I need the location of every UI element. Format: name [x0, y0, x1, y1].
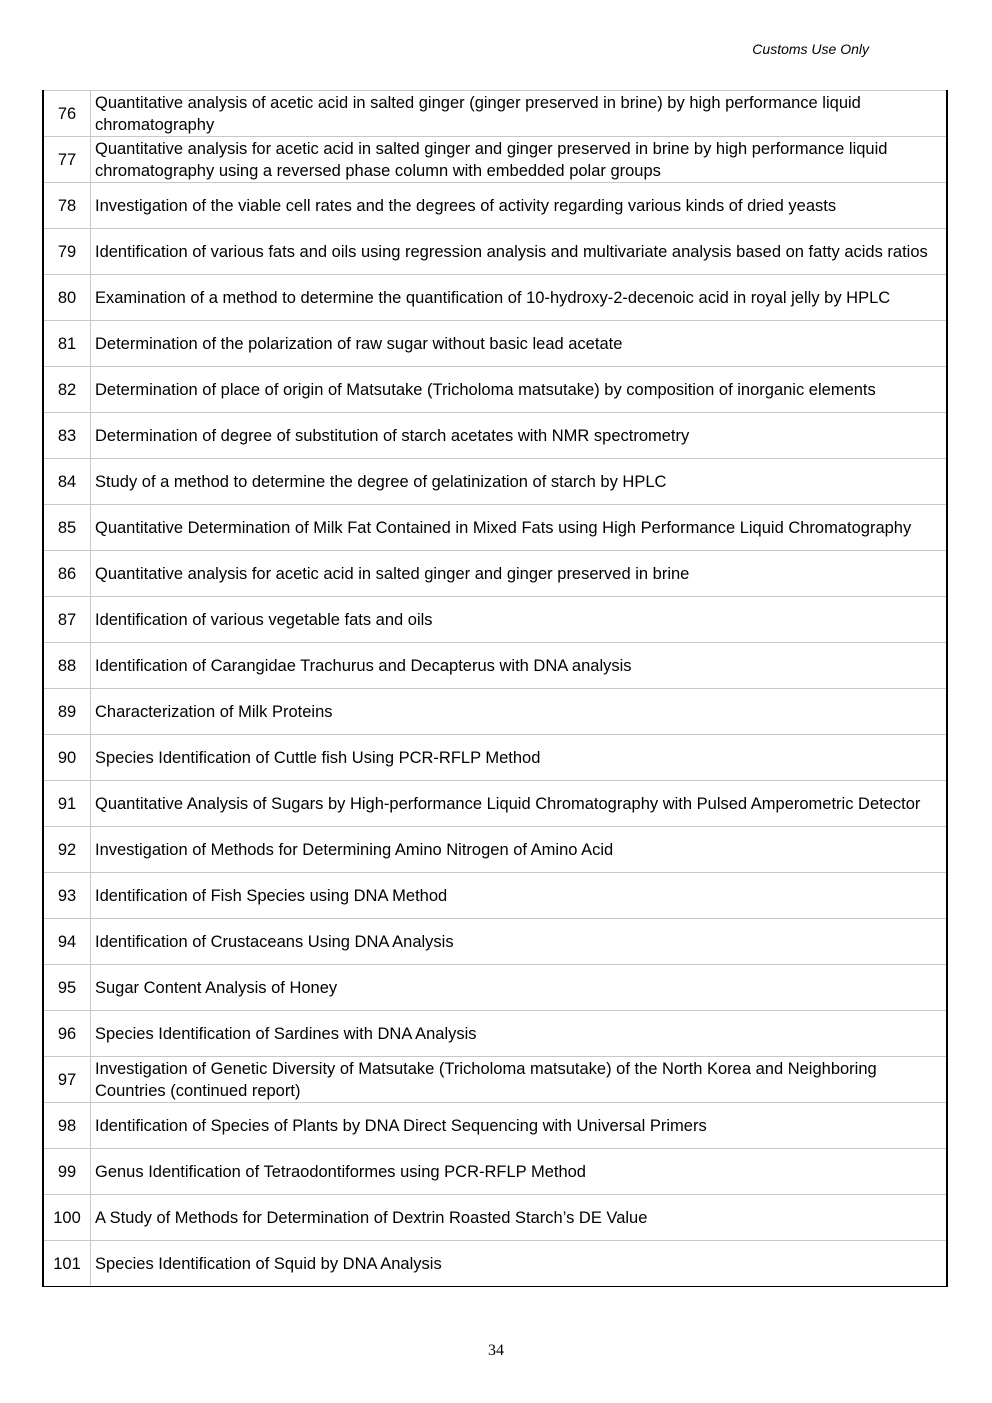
table-row — [43, 183, 947, 229]
table-row — [43, 1011, 947, 1057]
table-row — [43, 321, 947, 367]
table-row — [43, 1241, 947, 1287]
row-title: Identification of Crustaceans Using DNA Analysis — [91, 919, 948, 965]
row-number: 100 — [43, 1195, 91, 1241]
row-number: 99 — [43, 1149, 91, 1195]
row-title: Species Identification of Squid by DNA Analysis — [91, 1241, 948, 1287]
row-title: A Study of Methods for Determination of Dextrin Roasted Starch’s DE Value — [91, 1195, 948, 1241]
page-number: 34 — [488, 1342, 504, 1359]
table-row — [43, 919, 947, 965]
table-row — [43, 229, 947, 275]
row-title: Quantitative Analysis of Sugars by High-performance Liquid Chromatography with Pulsed Amperometric Detector — [91, 781, 948, 827]
row-title: Identification of Species of Plants by DNA Direct Sequencing with Universal Primers — [91, 1103, 948, 1149]
row-title: Characterization of Milk Proteins — [91, 689, 948, 735]
table-row — [43, 781, 947, 827]
row-title: Investigation of Methods for Determining Amino Nitrogen of Amino Acid — [91, 827, 948, 873]
row-title: Investigation of Genetic Diversity of Matsutake (Tricholoma matsutake) of the North Korea and Neighboring Countries (continued report) — [91, 1057, 948, 1103]
row-title: Species Identification of Cuttle fish Using PCR-RFLP Method — [91, 735, 948, 781]
row-title: Determination of the polarization of raw sugar without basic lead acetate — [91, 321, 948, 367]
row-title: Identification of various fats and oils using regression analysis and multivariate analysis based on fatty acids ratios — [91, 229, 948, 275]
table-row — [43, 689, 947, 735]
table-row — [43, 1149, 947, 1195]
row-number: 76 — [43, 91, 91, 137]
table-row — [43, 873, 947, 919]
table-row — [43, 827, 947, 873]
row-number: 88 — [43, 643, 91, 689]
row-title: Identification of Fish Species using DNA Method — [91, 873, 948, 919]
row-title: Sugar Content Analysis of Honey — [91, 965, 948, 1011]
row-number: 82 — [43, 367, 91, 413]
row-title: Quantitative analysis for acetic acid in salted ginger and ginger preserved in brine — [91, 551, 948, 597]
table-row — [43, 1057, 947, 1103]
row-number: 101 — [43, 1241, 91, 1287]
row-number: 85 — [43, 505, 91, 551]
table-row — [43, 505, 947, 551]
table-row — [43, 1103, 947, 1149]
row-number: 92 — [43, 827, 91, 873]
row-title: Investigation of the viable cell rates and the degrees of activity regarding various kinds of dried yeasts — [91, 183, 948, 229]
table-row — [43, 137, 947, 183]
row-number: 78 — [43, 183, 91, 229]
row-title: Determination of degree of substitution of starch acetates with NMR spectrometry — [91, 413, 948, 459]
row-title: Examination of a method to determine the quantification of 10-hydroxy-2-decenoic acid in royal jelly by HPLC — [91, 275, 948, 321]
row-number: 80 — [43, 275, 91, 321]
table-row — [43, 735, 947, 781]
row-number: 98 — [43, 1103, 91, 1149]
table-row — [43, 1195, 947, 1241]
row-title: Genus Identification of Tetraodontiformes using PCR-RFLP Method — [91, 1149, 948, 1195]
row-number: 84 — [43, 459, 91, 505]
row-number: 79 — [43, 229, 91, 275]
research-topics-table — [42, 90, 948, 1287]
row-number: 89 — [43, 689, 91, 735]
header-note: Customs Use Only — [752, 41, 869, 57]
table-row — [43, 643, 947, 689]
table-row — [43, 551, 947, 597]
row-title: Quantitative Determination of Milk Fat Contained in Mixed Fats using High Performance Liquid Chromatography — [91, 505, 948, 551]
table-row — [43, 367, 947, 413]
row-number: 81 — [43, 321, 91, 367]
row-title: Identification of Carangidae Trachurus and Decapterus with DNA analysis — [91, 643, 948, 689]
table-row — [43, 459, 947, 505]
row-number: 95 — [43, 965, 91, 1011]
row-number: 83 — [43, 413, 91, 459]
table-row — [43, 91, 947, 137]
row-number: 87 — [43, 597, 91, 643]
row-title: Quantitative analysis for acetic acid in salted ginger and ginger preserved in brine by high performance liquid chromatography using a reversed phase column with embedded polar groups — [91, 137, 948, 183]
table-row — [43, 275, 947, 321]
row-number: 86 — [43, 551, 91, 597]
row-title: Quantitative analysis of acetic acid in salted ginger (ginger preserved in brine) by high performance liquid chromatography — [91, 91, 948, 137]
table-body — [43, 91, 947, 1287]
row-number: 97 — [43, 1057, 91, 1103]
row-number: 96 — [43, 1011, 91, 1057]
row-number: 94 — [43, 919, 91, 965]
row-number: 93 — [43, 873, 91, 919]
table-row — [43, 413, 947, 459]
row-number: 91 — [43, 781, 91, 827]
row-title: Study of a method to determine the degree of gelatinization of starch by HPLC — [91, 459, 948, 505]
row-number: 77 — [43, 137, 91, 183]
table-row — [43, 965, 947, 1011]
row-title: Identification of various vegetable fats and oils — [91, 597, 948, 643]
row-title: Species Identification of Sardines with DNA Analysis — [91, 1011, 948, 1057]
table-row — [43, 597, 947, 643]
row-number: 90 — [43, 735, 91, 781]
row-title: Determination of place of origin of Matsutake (Tricholoma matsutake) by composition of inorganic elements — [91, 367, 948, 413]
